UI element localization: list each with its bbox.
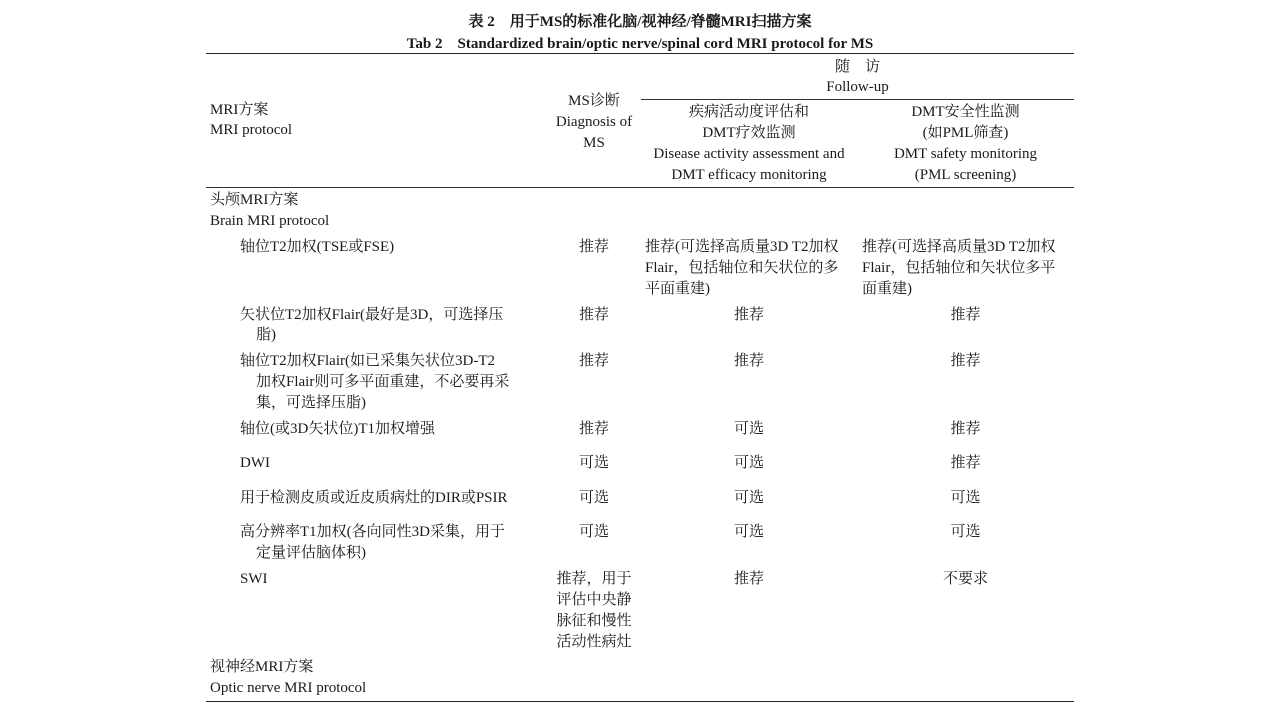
row-activity: 平面重建) [645,281,710,297]
row-diagnosis: 推荐 [578,307,609,323]
header-followup-en: Follow-up [826,79,889,95]
row-diagnosis: 活动性病灶 [556,634,632,650]
section-optic-cn: 视神经MRI方案 [210,659,314,675]
row-diagnosis: 推荐，用于 [556,571,632,587]
row-activity: 可选 [733,490,764,506]
row-diagnosis: 推荐 [578,421,609,437]
followup-subrule [641,99,1074,100]
row-activity: 可选 [733,421,764,437]
row-name: DWI [240,455,270,471]
header-activity-l4: DMT efficacy monitoring [671,167,827,183]
row-name: SWI [240,571,268,587]
row-name: 加权Flair则可多平面重建，不必要再采 [256,374,510,390]
row-safety: 推荐 [950,455,981,471]
row-activity: 推荐(可选择高质量3D T2加权 [645,239,839,255]
row-name: 脂) [256,327,276,343]
bottom-rule [206,701,1074,702]
row-safety: 推荐 [950,353,981,369]
row-activity: Flair，包括轴位和矢状位的多 [645,260,839,276]
row-activity: 推荐 [733,571,764,587]
row-activity: 可选 [733,455,764,471]
top-rule [206,53,1074,54]
header-activity-l1: 疾病活动度评估和 [688,104,809,120]
header-rule [206,187,1074,188]
row-safety: 推荐 [950,421,981,437]
row-name: 矢状位T2加权Flair(最好是3D，可选择压 [240,307,504,323]
header-safety-l2: (如PML筛查) [922,125,1009,141]
section-brain-en: Brain MRI protocol [210,213,330,229]
row-diagnosis: 推荐 [578,353,609,369]
row-activity: 推荐 [733,353,764,369]
header-safety-l1: DMT安全性监测 [911,104,1020,120]
row-name: 轴位T2加权Flair(如已采集矢状位3D-T2 [240,353,495,369]
header-diagnosis-l2: Diagnosis of [555,114,633,130]
header-diagnosis-l3: MS [583,135,605,151]
row-activity: 推荐 [733,307,764,323]
row-name: 高分辨率T1加权(各向同性3D采集，用于 [240,524,505,540]
row-diagnosis: 可选 [578,455,609,471]
row-name: 轴位(或3D矢状位)T1加权增强 [240,421,435,437]
header-protocol-en: MRI protocol [210,122,293,138]
row-diagnosis: 脉征和慢性 [556,613,632,629]
table-title-cn: 表 2 用于MS的标准化脑/视神经/脊髓MRI扫描方案 [468,14,812,30]
row-name: 用于检测皮质或近皮质病灶的DIR或PSIR [240,490,508,506]
header-safety-l3: DMT safety monitoring [893,146,1038,162]
row-safety: 不要求 [942,571,988,587]
header-followup-cn: 随 访 [834,59,880,75]
row-safety: 推荐 [950,307,981,323]
header-safety-l4: (PML screening) [914,167,1017,183]
row-name: 集，可选择压脂) [256,395,366,411]
header-activity-l3: Disease activity assessment and [653,146,845,162]
row-safety: 推荐(可选择高质量3D T2加权 [862,239,1056,255]
section-brain-cn: 头颅MRI方案 [210,192,299,208]
row-diagnosis: 评估中央静 [556,592,632,608]
row-safety: 面重建) [862,281,912,297]
section-optic-en: Optic nerve MRI protocol [210,680,367,696]
row-name: 定量评估脑体积) [256,545,366,561]
row-safety: Flair，包括轴位和矢状位多平 [862,260,1056,276]
row-safety: 可选 [950,524,981,540]
header-activity-l2: DMT疗效监测 [702,125,796,141]
row-diagnosis: 推荐 [578,239,609,255]
table-title-en: Tab 2 Standardized brain/optic nerve/spinal cord MRI protocol for MS [406,36,874,52]
row-name: 轴位T2加权(TSE或FSE) [240,239,395,255]
row-safety: 可选 [950,490,981,506]
row-diagnosis: 可选 [578,490,609,506]
header-protocol-cn: MRI方案 [210,102,269,118]
row-diagnosis: 可选 [578,524,609,540]
header-diagnosis-l1: MS诊断 [568,93,620,109]
row-activity: 可选 [733,524,764,540]
